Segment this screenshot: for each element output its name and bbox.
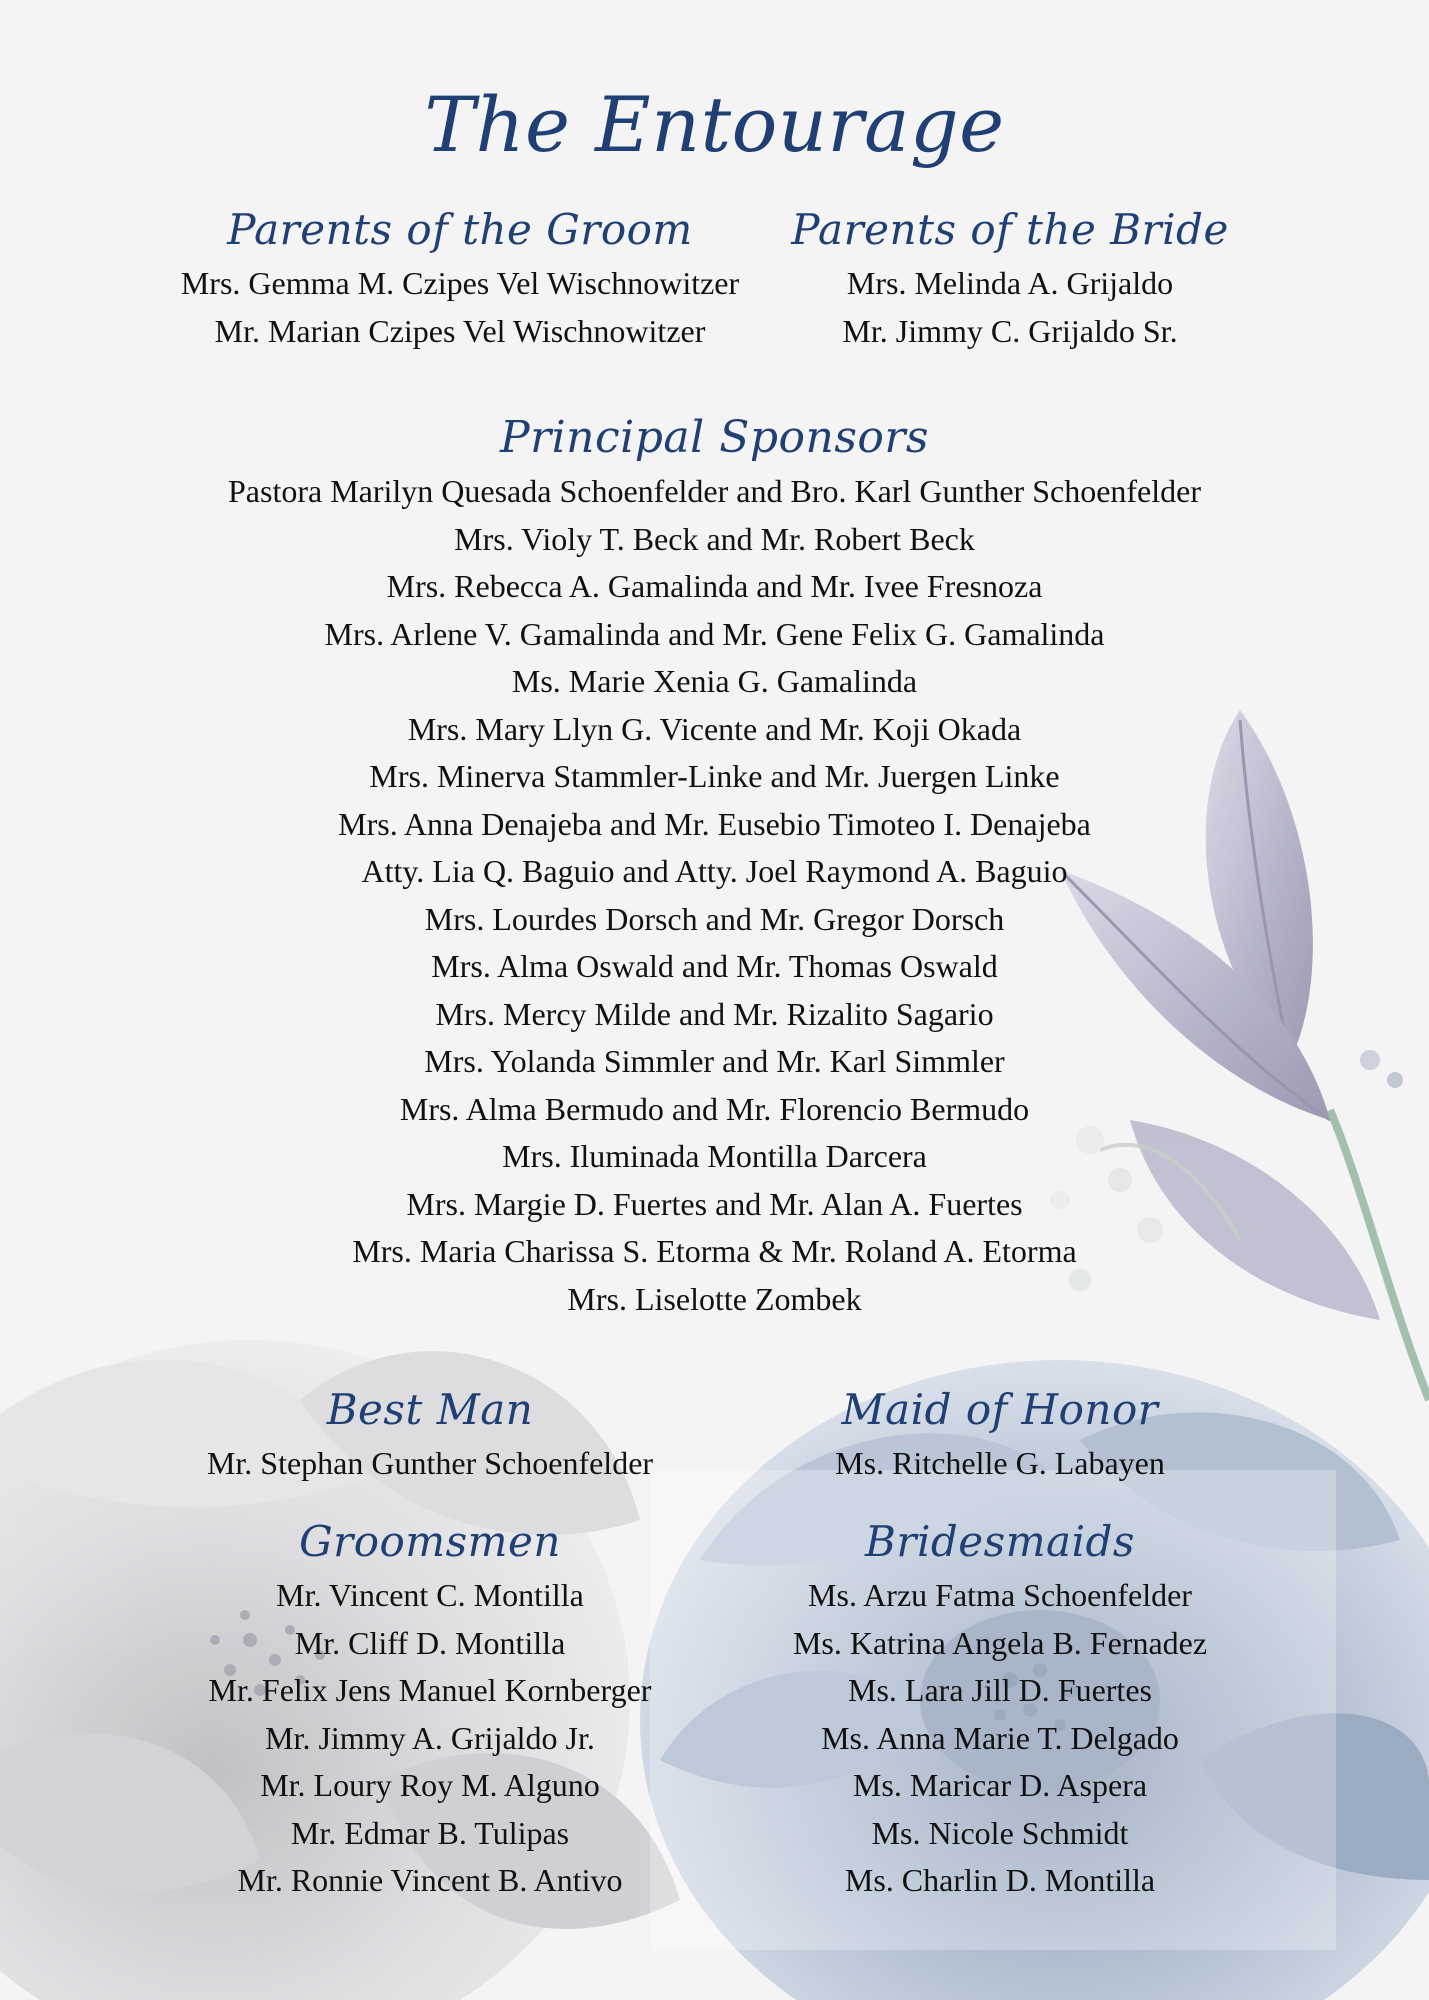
name-line: Mrs. Rebecca A. Gamalinda and Mr. Ivee Fresnoza — [386, 568, 1043, 604]
name-list — [740, 1572, 1260, 1905]
name-line: Mr. Jimmy A. Grijaldo Jr. — [265, 1719, 595, 1756]
section-heading: Principal Sponsors — [499, 412, 930, 463]
name-line: Ms. Nicole Schmidt — [871, 1814, 1129, 1851]
name-line: Ms. Anna Marie T. Delgado — [821, 1719, 1179, 1756]
name-line: Mr. Vincent C. Montilla — [276, 1577, 584, 1613]
name-line: Ms. Lara Jill D. Fuertes — [848, 1672, 1152, 1708]
name-line: Atty. Lia Q. Baguio and Atty. Joel Raymond A. Baguio — [361, 853, 1068, 889]
section-heading: Bridesmaids — [865, 1517, 1135, 1566]
name-line: Mr. Loury Roy M. Alguno — [260, 1767, 600, 1803]
groomsmen-section — [80, 1512, 780, 1905]
name-line: Mr. Cliff D. Montilla — [294, 1624, 566, 1661]
name-list — [80, 1572, 780, 1905]
name-line: Mrs. Mary Llyn G. Vicente and Mr. Koji Okada — [407, 710, 1022, 747]
name-line: Mrs. Liselotte Zombek — [567, 1280, 862, 1317]
name-line: Ms. Maricar D. Aspera — [852, 1767, 1148, 1803]
name-line: Mrs. Arlene V. Gamalinda and Mr. Gene Felix G. Gamalinda — [324, 615, 1105, 652]
name-line: Mr. Jimmy C. Grijaldo Sr. — [842, 312, 1178, 349]
name-line: Mrs. Alma Oswald and Mr. Thomas Oswald — [431, 948, 998, 984]
name-line: Mr. Felix Jens Manuel Kornberger — [208, 1672, 652, 1708]
name-line: Mrs. Iluminada Montilla Darcera — [502, 1138, 927, 1174]
maid-of-honor-section — [740, 1380, 1260, 1488]
name-list — [80, 1440, 780, 1488]
name-line: Mrs. Alma Bermudo and Mr. Florencio Bermudo — [399, 1090, 1030, 1127]
name-list — [790, 260, 1230, 355]
name-line: Mrs. Margie D. Fuertes and Mr. Alan A. Fuertes — [406, 1185, 1023, 1222]
best-man-section — [80, 1380, 780, 1488]
name-line: Mrs. Anna Denajeba and Mr. Eusebio Timoteo I. Denajeba — [338, 805, 1091, 842]
section-heading: Groomsmen — [299, 1517, 561, 1566]
name-list — [60, 468, 1369, 1323]
parents-bride-section — [790, 200, 1230, 355]
name-line: Ms. Katrina Angela B. Fernadez — [792, 1624, 1208, 1661]
page-title: The Entourage — [424, 80, 1005, 169]
name-line: Mr. Edmar B. Tulipas — [290, 1814, 570, 1851]
principal-sponsors-section — [60, 408, 1369, 1323]
name-line: Mrs. Mercy Milde and Mr. Rizalito Sagario — [435, 995, 994, 1032]
name-line: Mrs. Minerva Stammler-Linke and Mr. Juergen Linke — [369, 758, 1060, 794]
name-line: Ms. Charlin D. Montilla — [844, 1862, 1156, 1898]
name-line: Mr. Stephan Gunther Schoenfelder — [206, 1445, 654, 1481]
section-heading: Parents of the Groom — [227, 205, 693, 254]
name-line: Mr. Marian Czipes Vel Wischnowitzer — [214, 312, 706, 349]
name-list — [740, 1440, 1260, 1488]
parents-groom-section — [100, 200, 820, 355]
section-heading: Best Man — [326, 1385, 534, 1434]
name-line: Mrs. Melinda A. Grijaldo — [846, 265, 1174, 301]
name-line: Ms. Arzu Fatma Schoenfelder — [808, 1577, 1192, 1613]
name-line: Ms. Ritchelle G. Labayen — [835, 1445, 1165, 1481]
bridesmaids-section — [740, 1512, 1260, 1905]
name-line: Ms. Marie Xenia G. Gamalinda — [511, 663, 918, 699]
name-line: Mrs. Yolanda Simmler and Mr. Karl Simmler — [424, 1043, 1005, 1079]
name-line: Mrs. Lourdes Dorsch and Mr. Gregor Dorsch — [424, 900, 1005, 937]
name-line: Pastora Marilyn Quesada Schoenfelder and Bro. Karl Gunther Schoenfelder — [227, 473, 1201, 509]
name-line: Mrs. Gemma M. Czipes Vel Wischnowitzer — [180, 265, 740, 301]
section-heading: Maid of Honor — [841, 1385, 1159, 1434]
name-line: Mrs. Violy T. Beck and Mr. Robert Beck — [454, 520, 975, 557]
name-line: Mrs. Maria Charissa S. Etorma & Mr. Roland A. Etorma — [352, 1233, 1077, 1269]
section-heading: Parents of the Bride — [791, 205, 1229, 254]
name-list — [100, 260, 820, 355]
name-line: Mr. Ronnie Vincent B. Antivo — [237, 1862, 623, 1898]
